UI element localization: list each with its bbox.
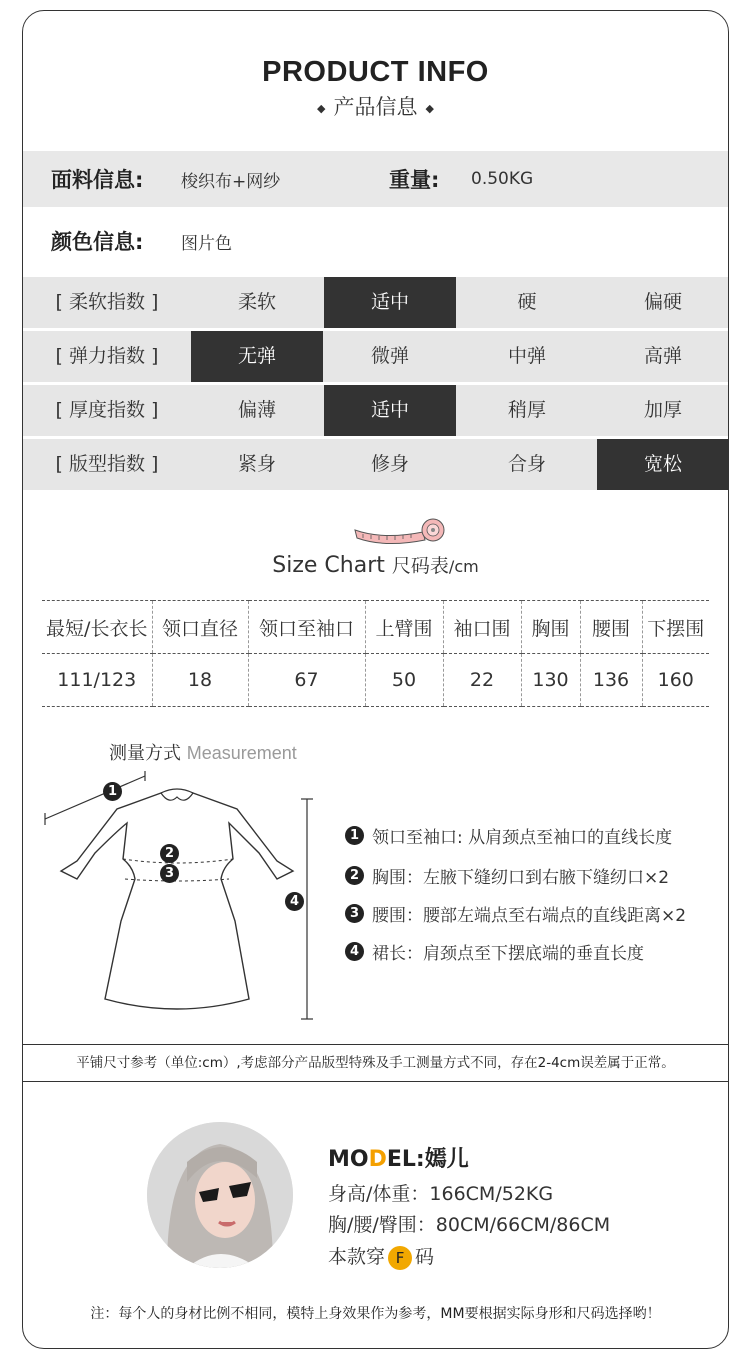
size-table-header-row [42, 601, 709, 654]
fit-index-row [23, 439, 728, 490]
diagram-marker-4: 4 [285, 891, 312, 911]
number-4-icon: 4 [345, 942, 364, 961]
table-cell: 136 [580, 654, 642, 707]
model-avatar [147, 1122, 293, 1268]
measurement-item: 3 腰围：腰部左端点至右端点的直线距离×2 [345, 901, 686, 926]
size-chart-title-en: Size Chart [272, 553, 385, 578]
index-option: 微弹 [370, 345, 409, 367]
measurement-title-cn: 测量方式 [109, 743, 181, 764]
fabric-row [23, 151, 728, 207]
header-subtitle [23, 91, 728, 121]
model-name: MODEL:嫣儿 [328, 1147, 469, 1172]
number-3-icon: 3 [345, 904, 364, 923]
index-option: 稍厚 [507, 399, 546, 421]
dress-diagram [37, 771, 327, 1026]
diamond-right-icon: ◆ [425, 101, 434, 115]
model-size-worn: 本款穿 F 码 [328, 1246, 435, 1268]
number-1-icon: 1 [345, 826, 364, 845]
table-cell: 111/123 [42, 654, 152, 707]
index-option: 加厚 [643, 399, 682, 421]
size-table-row [42, 654, 709, 707]
measurement-item: 1 领口至袖口: 从肩颈点至袖口的直线长度 [345, 823, 672, 848]
thickness-index-row [23, 385, 728, 436]
index-option: 硬 [517, 291, 537, 313]
measurement-title-en: Measurement [186, 743, 297, 763]
measurement-item: 4 裙长：肩颈点至下摆底端的垂直长度 [345, 939, 644, 964]
table-cell: 50 [365, 654, 443, 707]
color-label: 颜色信息: [51, 230, 144, 254]
table-header-cell: 领口至袖口 [248, 601, 365, 654]
elasticity-index-row [23, 331, 728, 382]
index-label: [ 弹力指数 ] [55, 345, 159, 367]
table-header-cell: 袖口围 [443, 601, 521, 654]
index-option: 合身 [507, 453, 546, 475]
color-row [23, 213, 728, 269]
measurement-title [109, 739, 297, 765]
model-name-value: 嫣儿 [424, 1147, 469, 1172]
table-header-cell: 腰围 [580, 601, 642, 654]
table-cell: 160 [642, 654, 709, 707]
softness-index-row [23, 277, 728, 328]
index-option-selected: 适中 [324, 277, 456, 328]
tape-measure-icon [353, 518, 449, 548]
index-label: [ 版型指数 ] [55, 453, 159, 475]
fabric-value: 梭织布+网纱 [181, 171, 281, 192]
index-option: 柔软 [237, 291, 276, 313]
diagram-marker-3: 3 [160, 863, 187, 883]
table-cell: 22 [443, 654, 521, 707]
weight-value: 0.50KG [471, 169, 534, 189]
model-measurements: 胸/腰/臀围：80CM/66CM/86CM [328, 1214, 611, 1236]
size-chart-title [23, 551, 728, 578]
color-value: 图片色 [181, 233, 232, 254]
index-option-selected: 无弹 [191, 331, 323, 382]
index-option-selected: 宽松 [597, 439, 729, 490]
diagram-marker-1: 1 [103, 781, 130, 801]
table-header-cell: 最短/长衣长 [42, 601, 152, 654]
footer-note: 注：每个人的身材比例不相同，模特上身效果作为参考，MM要根据实际身形和尺码选择哟！ [90, 1306, 661, 1322]
fabric-label: 面料信息: [51, 168, 144, 192]
table-cell: 67 [248, 654, 365, 707]
product-info-card [22, 10, 729, 1349]
measurement-note: 平铺尺寸参考（单位:cm）,考虑部分产品版型特殊及手工测量方式不同，存在2-4cm误差属于正常。 [23, 1044, 728, 1082]
size-chart-title-cn: 尺码表 [391, 555, 449, 577]
size-table [42, 600, 709, 707]
table-header-cell: 领口直径 [152, 601, 248, 654]
index-option: 修身 [370, 453, 409, 475]
index-option: 紧身 [237, 453, 276, 475]
index-label: [ 厚度指数 ] [55, 399, 159, 421]
table-cell: 18 [152, 654, 248, 707]
table-header-cell: 上臂围 [365, 601, 443, 654]
index-option: 中弹 [507, 345, 546, 367]
model-height-weight: 身高/体重：166CM/52KG [328, 1183, 554, 1205]
diamond-left-icon: ◆ [317, 101, 326, 115]
table-header-cell: 胸围 [521, 601, 580, 654]
weight-label: 重量: [389, 168, 440, 192]
table-cell: 130 [521, 654, 580, 707]
index-option: 偏薄 [237, 399, 276, 421]
table-header-cell: 下摆围 [642, 601, 709, 654]
diagram-marker-2: 2 [160, 843, 187, 863]
number-2-icon: 2 [345, 866, 364, 885]
index-option-selected: 适中 [324, 385, 456, 436]
size-chart-unit: /cm [448, 557, 479, 576]
size-badge: F [388, 1246, 412, 1270]
header-title: PRODUCT INFO [262, 56, 489, 88]
index-option: 偏硬 [643, 291, 682, 313]
measurement-item: 2 胸围：左腋下缝纫口到右腋下缝纫口×2 [345, 863, 669, 888]
header-subtitle-text: 产品信息 [333, 95, 418, 119]
index-label: [ 柔软指数 ] [55, 291, 159, 313]
index-option: 高弹 [643, 345, 682, 367]
